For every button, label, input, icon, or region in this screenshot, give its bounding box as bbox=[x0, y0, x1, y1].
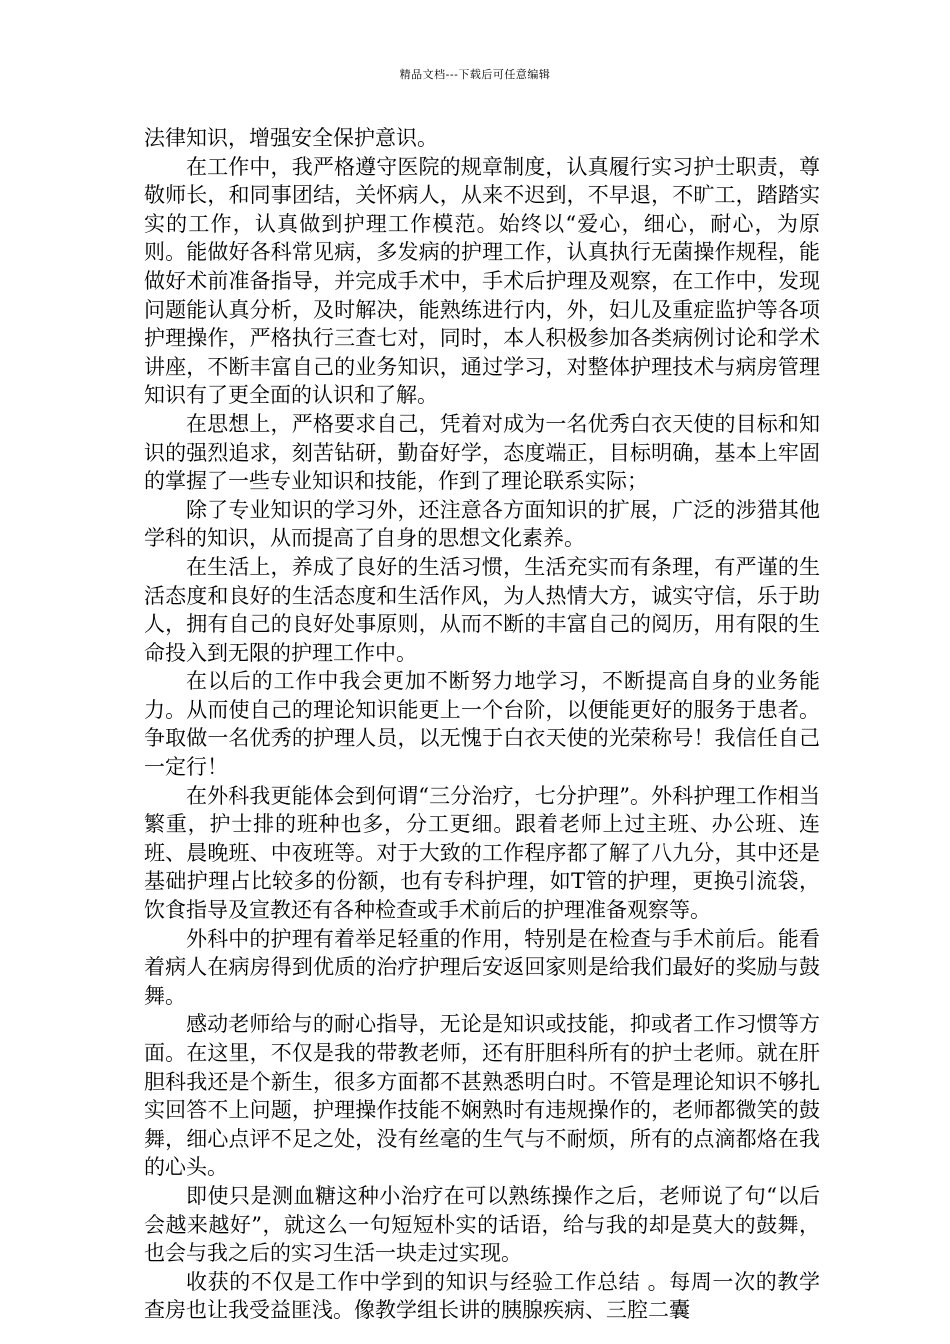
paragraph-knowledge-expansion: 除了专业知识的学习外，还注意各方面知识的扩展，广泛的涉猎其他学科的知识，从而提高了自身的思想文化素养。 bbox=[144, 497, 820, 551]
page-header: 精品文档---下载后可任意编辑 bbox=[399, 68, 551, 81]
paragraph-surgery-nursing: 外科中的护理有着举足轻重的作用，特别是在检查与手术前后。能看着病人在病房得到优质的治疗护理后安返回家则是给我们最好的奖励与鼓舞。 bbox=[144, 926, 820, 1008]
paragraph-thinking: 在思想上，严格要求自己，凭着对成为一名优秀白衣天使的目标和知识的强烈追求，刻苦钻研，勤奋好学，态度端正，目标明确，基本上牢固的掌握了一些专业知识和技能，作到了理论联系实际； bbox=[144, 411, 820, 494]
document-body bbox=[144, 124, 820, 1325]
paragraph-work-conduct: 在工作中，我严格遵守医院的规章制度，认真履行实习护士职责，尊敬师长，和同事团结，关怀病人，从来不迟到，不早退，不旷工，踏踏实实的工作，认真做到护理工作模范。始终以“爱心，细心，耐心，为原则。能做好各科常见病，多发病的护理工作，认真执行无菌操作规程，能做好术前准备指导，并完成手术中，手术后护理及观察，在工作中，发现问题能认真分析，及时解决，能熟练进行内，外，妇儿及重症监护等各项护理操作，严格执行三查七对，同时，本人积极参加各类病例讨论和学术讲座，不断丰富自己的业务知识，通过学习，对整体护理技术与病房管理知识有了更全面的认识和了解。 bbox=[144, 154, 820, 408]
paragraph-future: 在以后的工作中我会更加不断努力地学习，不断提高自身的业务能力。从而使自己的理论知识能更上一个台阶，以便能更好的服务于患者。争取做一名优秀的护理人员，以无愧于白衣天使的光荣称号！我信任自己一定行！ bbox=[144, 669, 820, 780]
paragraph-surgery-department: 在外科我更能体会到何谓“三分治疗，七分护理”。外科护理工作相当繁重，护士排的班种也多，分工更细。跟着老师上过主班、办公班、连班、晨晚班、中夜班等。对于大致的工作程序都了解了八九分，其中还是基础护理占比较多的份额，也有专科护理，如T管的护理，更换引流袋，饮食指导及宣教还有各种检查或手术前后的护理准备观察等。 bbox=[144, 783, 820, 923]
paragraph-teacher-guidance: 感动老师给与的耐心指导，无论是知识或技能，抑或者工作习惯等方面。在这里，不仅是我的带教老师，还有肝胆科所有的护士老师。就在肝胆科我还是个新生，很多方面都不甚熟悉明白时。不管是理论知识不够扎实回答不上问题，护理操作技能不娴熟时有违规操作的，老师都微笑的鼓舞，细心点评不足之处，没有丝毫的生气与不耐烦，所有的点滴都烙在我的心头。 bbox=[144, 1012, 820, 1180]
paragraph-blood-sugar: 即使只是测血糖这种小治疗在可以熟练操作之后，老师说了句“以后会越来越好”，就这么一句短短朴实的话语，给与我的却是莫大的鼓舞，也会与我之后的实习生活一块走过实现。 bbox=[144, 1183, 820, 1266]
paragraph-life: 在生活上，养成了良好的生活习惯，生活充实而有条理，有严谨的生活态度和良好的生活态度和生活作风，为人热情大方，诚实守信，乐于助人，拥有自己的良好处事原则，从而不断的丰富自己的阅历，用有限的生命投入到无限的护理工作中。 bbox=[144, 554, 820, 665]
paragraph-continuation: 法律知识，增强安全保护意识。 bbox=[144, 126, 438, 150]
paragraph-harvest: 收获的不仅是工作中学到的知识与经验工作总结 。每周一次的教学查房也让我受益匪浅。像教学组长讲的胰腺疾病、三腔二囊 bbox=[144, 1269, 820, 1323]
